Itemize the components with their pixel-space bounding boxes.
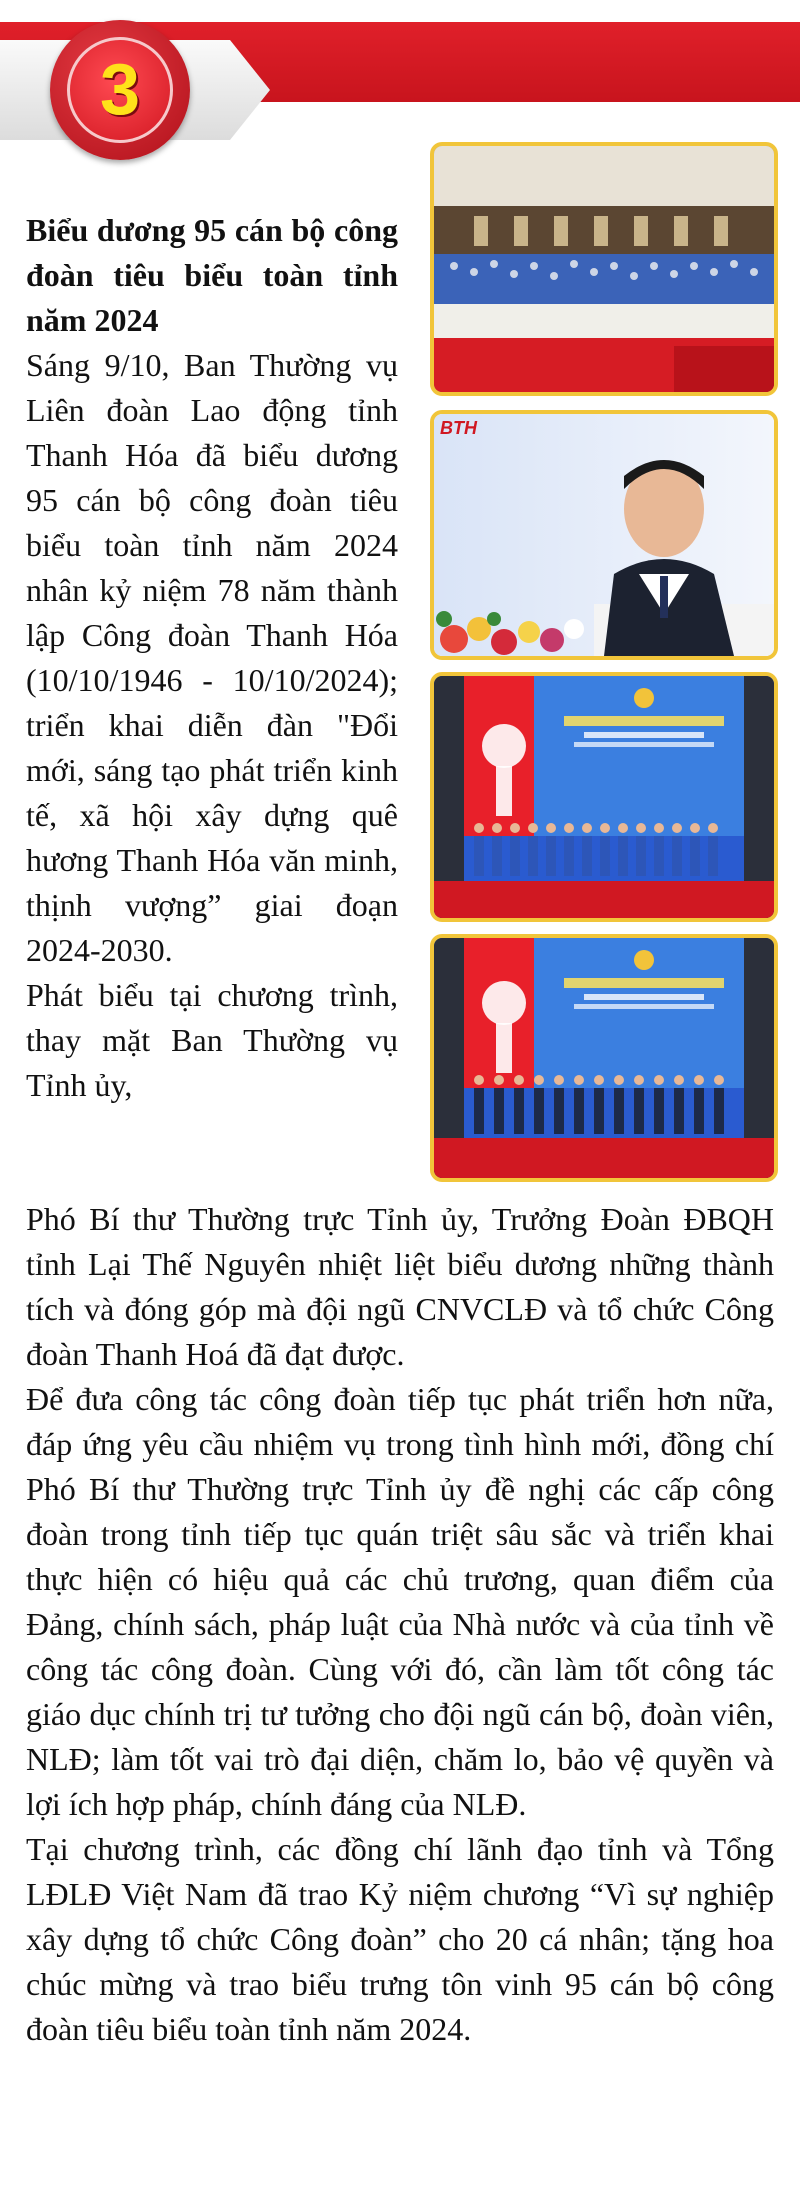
speaker-photo bbox=[430, 410, 778, 660]
conference-hall-photo bbox=[430, 142, 778, 396]
article-headline: Biểu dương 95 cán bộ công đoàn tiêu biểu toàn tỉnh năm 2024 bbox=[26, 212, 398, 338]
honorees-stage-photo-2 bbox=[430, 934, 778, 1182]
article-body bbox=[26, 1197, 774, 2052]
article-column bbox=[26, 208, 398, 1108]
honorees-stage-photo-1 bbox=[430, 672, 778, 922]
body-paragraph: Tại chương trình, các đồng chí lãnh đạo tỉnh và Tổng LĐLĐ Việt Nam đã trao Kỷ niệm chương “Vì sự nghiệp xây dựng tổ chức Công đoàn” cho 20 cá nhân; tặng hoa chúc mừng và trao biểu trưng tôn vinh 95 cán bộ công đoàn tiêu biểu toàn tỉnh năm 2024. bbox=[26, 1831, 774, 2047]
watermark-text: BTH bbox=[440, 418, 477, 438]
section-number: 3 bbox=[99, 50, 141, 130]
body-paragraph: Để đưa công tác công đoàn tiếp tục phát triển hơn nữa, đáp ứng yêu cầu nhiệm vụ trong tình hình mới, đồng chí Phó Bí thư Thường trực Tỉnh ủy đề nghị các cấp công đoàn trong tỉnh tiếp tục quán triệt sâu sắc và triển khai thực hiện có hiệu quả các chủ trương, quan điểm của Đảng, chính sách, pháp luật của Nhà nước và của tỉnh về công tác công đoàn. Cùng với đó, cần làm tốt công tác giáo dục chính trị tư tưởng cho đội ngũ cán bộ, đoàn viên, NLĐ; làm tốt vai trò đại diện, chăm lo, bảo vệ quyền và lợi ích hợp pháp, chính đáng của NLĐ. bbox=[26, 1381, 774, 1822]
body-paragraph: Phó Bí thư Thường trực Tỉnh ủy, Trưởng Đoàn ĐBQH tỉnh Lại Thế Nguyên nhiệt liệt biểu dương những thành tích và đóng góp mà đội ngũ CNVCLĐ và tổ chức Công đoàn Thanh Hoá đã đạt được. bbox=[26, 1201, 774, 1372]
column-paragraph: Phát biểu tại chương trình, thay mặt Ban Thường vụ Tỉnh ủy, bbox=[26, 977, 398, 1103]
section-badge-inner bbox=[67, 37, 173, 143]
column-paragraph: Sáng 9/10, Ban Thường vụ Liên đoàn Lao động tỉnh Thanh Hóa đã biểu dương 95 cán bộ công đoàn tiêu biểu toàn tỉnh năm 2024 nhân kỷ niệm 78 năm thành lập Công đoàn Thanh Hóa (10/10/1946 - 10/10/2024); triển khai diễn đàn "Đổi mới, sáng tạo phát triển kinh tế, xã hội xây dựng quê hương Thanh Hóa văn minh, thịnh vượng” giai đoạn 2024-2030. bbox=[26, 347, 398, 968]
